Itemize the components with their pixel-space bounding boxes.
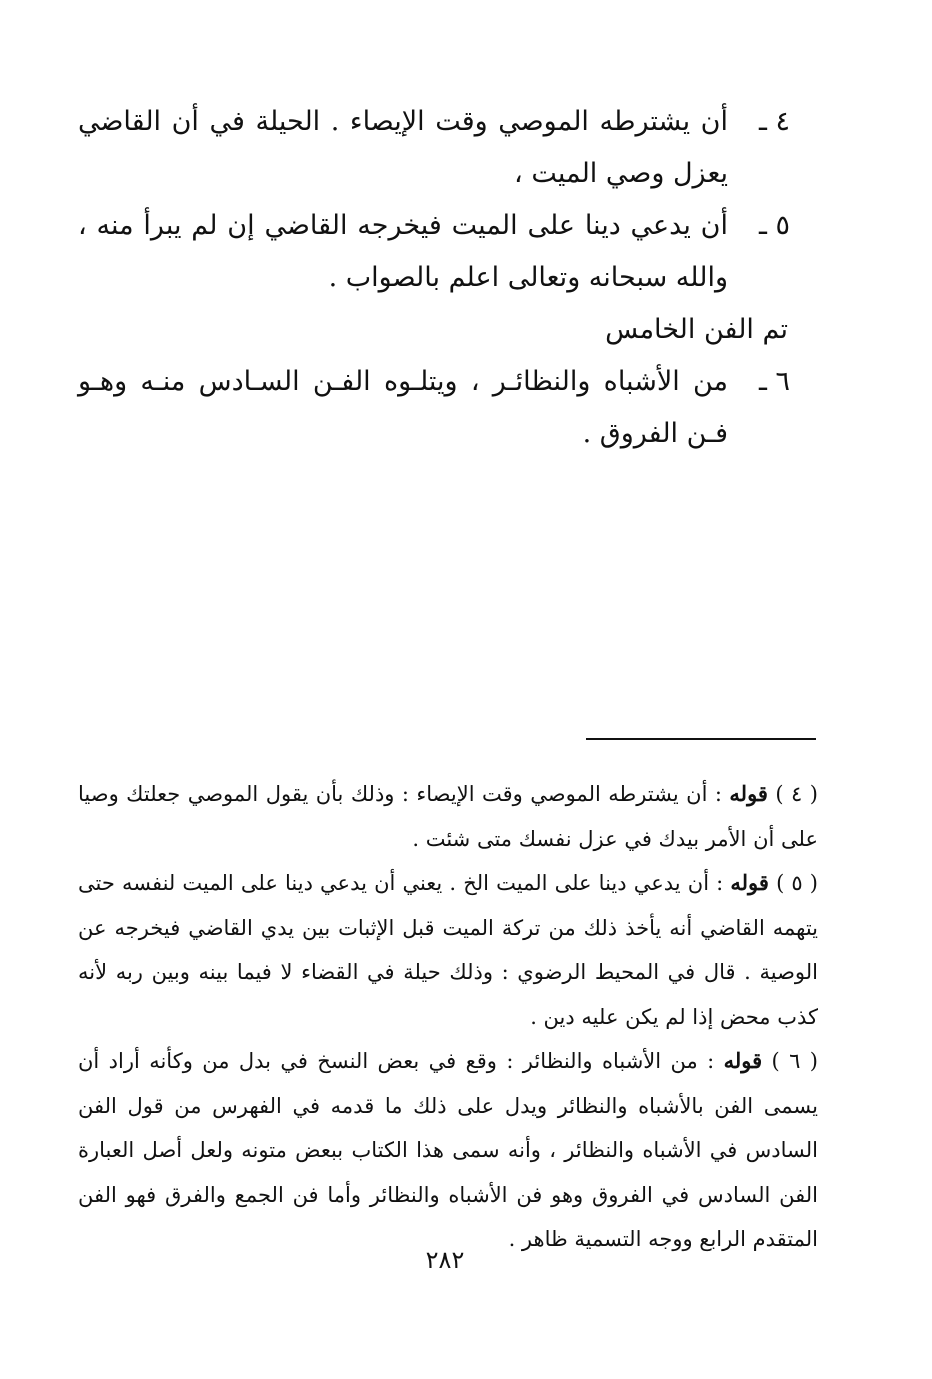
main-item-4 <box>78 96 790 200</box>
main-item-5 <box>78 200 790 304</box>
footnote-marker: ( ٤ ) <box>775 782 818 806</box>
main-text-block <box>78 96 790 460</box>
item-text: أن يدعي دينا على الميت فيخرجه القاضي إن لم يبرأ منه ، والله سبحانه وتعالى اعلم بالصواب . <box>78 210 728 293</box>
footnote-lead: قوله <box>730 870 769 895</box>
footnote-5 <box>78 861 818 1039</box>
page-number: ٢٨٢ <box>425 1246 465 1274</box>
item-number: ٦ ـ <box>758 366 790 397</box>
footnote-marker: ( ٥ ) <box>776 871 818 895</box>
footnote-text: : أن يشترطه الموصي وقت الإيصاء : وذلك بأن يقول الموصي جعلتك وصيا على أن الأمر بيدك في عزل نفسك متى شئت . <box>78 782 818 851</box>
footnote-text: : أن يدعي دينا على الميت الخ . يعني أن يدعي دينا على الميت لنفسه حتى يتهمه القاضي أنه يأخذ ذلك من تركة الميت قبل الإثبات بين يدي القاضي فيخرجه عن الوصية . قال في المحيط الرضوي : وذلك حيلة في القضاء لا فيما بينه وبين ربه لأنه كذب محض إذا لم يكن عليه دين . <box>78 871 818 1029</box>
footnote-text: : من الأشباه والنظائر : وقع في بعض النسخ في بدل من وكأنه أراد أن يسمى الفن بالأشباه والنظائر ويدل على ذلك ما قدمه في الفهرس من قول الفن السادس في الأشباه والنظائر ، وأنه سمى هذا الكتاب ببعض متونه ولعل أصل العبارة الفن السادس في الفروق وهو فن الأشباه والنظائر وأما فن الجمع والفرق فهو الفن المتقدم الرابع ووجه التسمية ظاهر . <box>78 1049 818 1251</box>
footnote-6 <box>78 1039 818 1262</box>
footnote-separator <box>586 738 816 740</box>
item-text: من الأشباه والنظائـر ، ويتلـوه الفـن السـادس منـه وهـو فـن الفروق . <box>78 366 728 449</box>
footnotes-block <box>78 772 818 1262</box>
item-number: ٤ ـ <box>758 106 790 137</box>
main-item-6 <box>78 356 790 460</box>
footnote-lead: قوله <box>723 1048 763 1073</box>
footnote-lead: قوله <box>729 781 768 806</box>
item-number: ٥ ـ <box>758 210 790 241</box>
footnote-marker: ( ٦ ) <box>771 1049 818 1073</box>
item-text: أن يشترطه الموصي وقت الإيصاء . الحيلة في أن القاضي يعزل وصي الميت ، <box>78 106 728 189</box>
section-end-line: تم الفن الخامس <box>605 314 788 345</box>
footnote-4 <box>78 772 818 861</box>
